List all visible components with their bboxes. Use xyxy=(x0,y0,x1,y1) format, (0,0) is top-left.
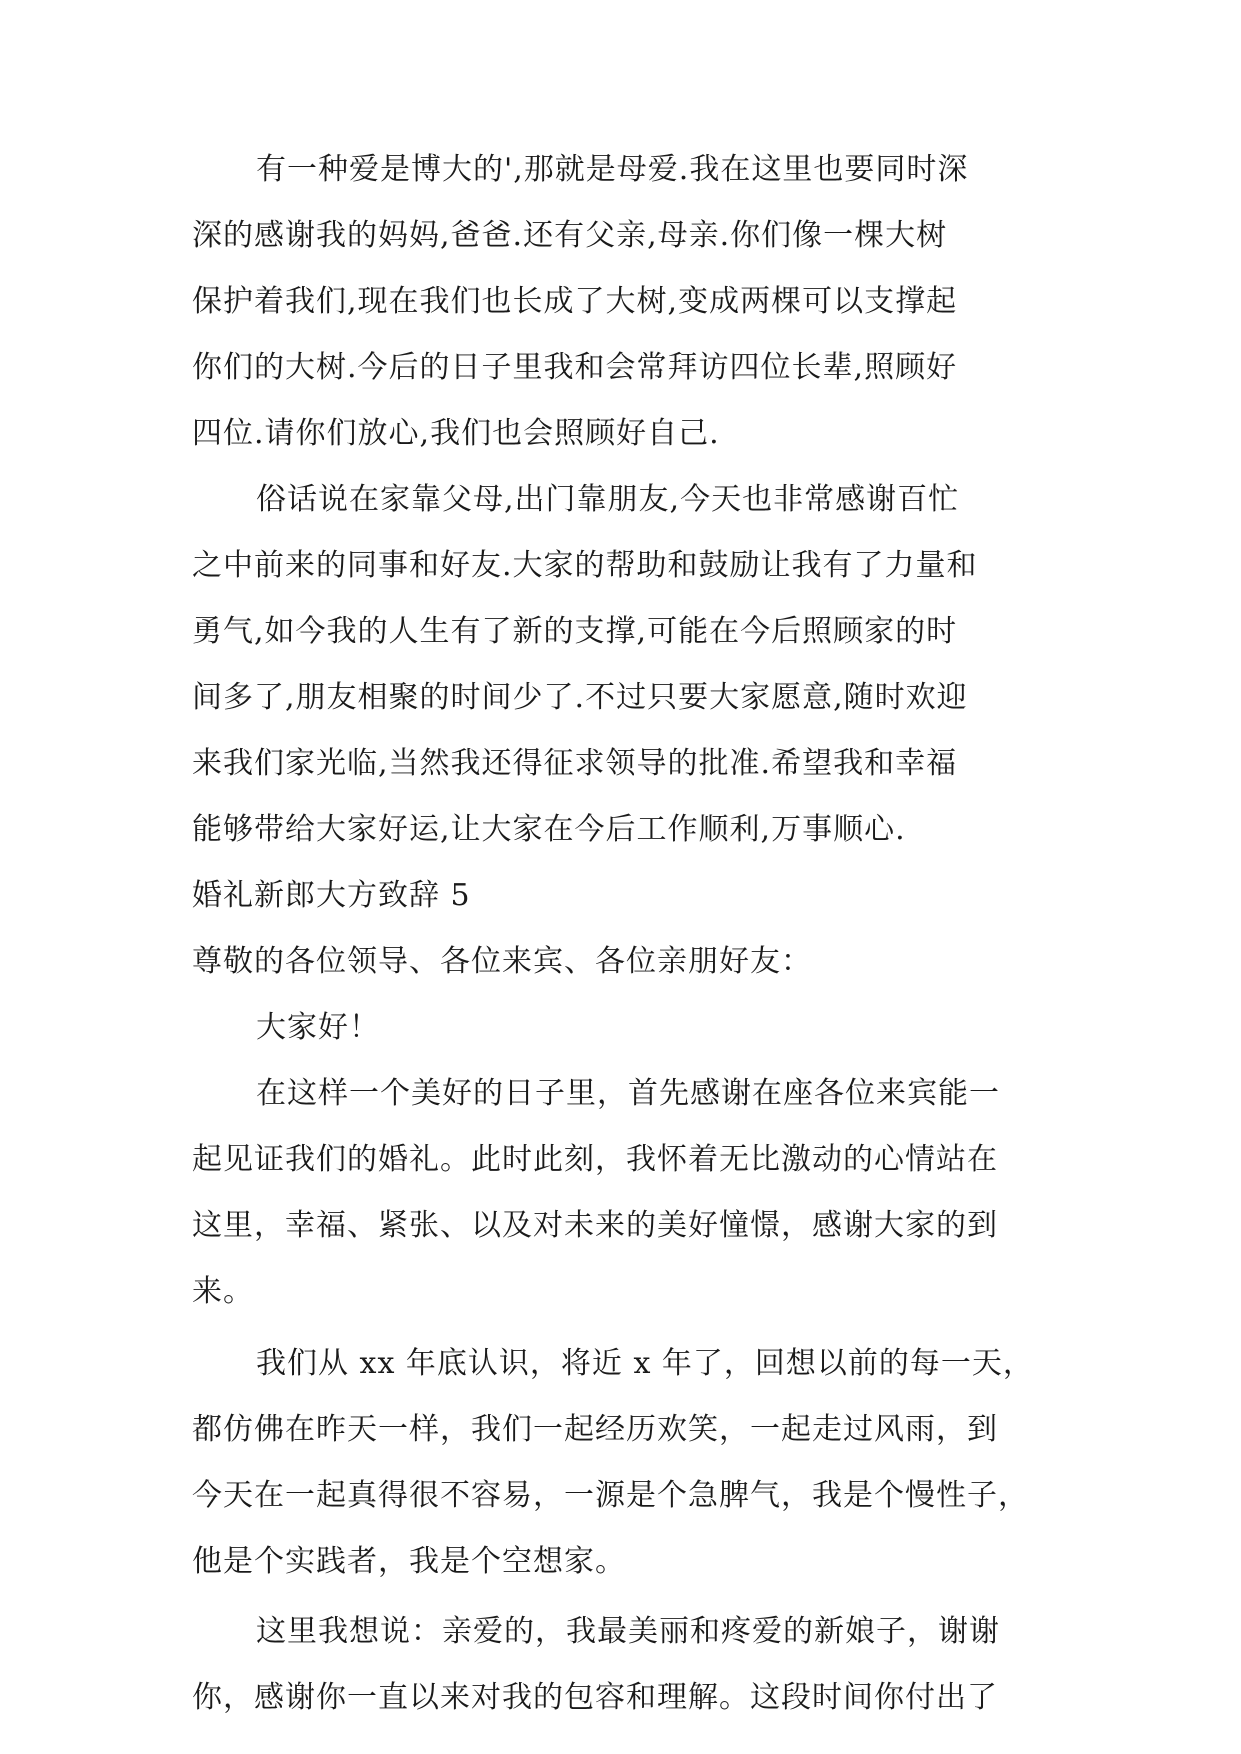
text-line: 间多了,朋友相聚的时间少了.不过只要大家愿意,随时欢迎 xyxy=(192,680,968,715)
text-line: 勇气,如今我的人生有了新的支撑,可能在今后照顾家的时 xyxy=(192,614,958,649)
text-line: 之中前来的同事和好友.大家的帮助和鼓励让我有了力量和 xyxy=(192,548,978,583)
section-heading: 婚礼新郎大方致辞 5 xyxy=(192,878,471,913)
text-line: 今天在一起真得很不容易，一源是个急脾气，我是个慢性子， xyxy=(192,1478,1029,1513)
text-line: 来我们家光临,当然我还得征求领导的批准.希望我和幸福 xyxy=(192,746,958,781)
text-line: 你，感谢你一直以来对我的包容和理解。这段时间你付出了 xyxy=(192,1680,998,1715)
salutation: 尊敬的各位领导、各位来宾、各位亲朋好友： xyxy=(192,944,812,979)
text-line: 保护着我们,现在我们也长成了大树,变成两棵可以支撑起 xyxy=(192,284,958,319)
text-line: 能够带给大家好运,让大家在今后工作顺利,万事顺心. xyxy=(192,812,906,847)
greeting: 大家好！ xyxy=(256,1010,380,1045)
text-line: 都仿佛在昨天一样，我们一起经历欢笑，一起走过风雨，到 xyxy=(192,1412,998,1447)
text-line: 这里我想说：亲爱的，我最美丽和疼爱的新娘子，谢谢 xyxy=(256,1614,1000,1649)
text-line: 俗话说在家靠父母,出门靠朋友,今天也非常感谢百忙 xyxy=(256,482,960,517)
text-line: 起见证我们的婚礼。此时此刻，我怀着无比激动的心情站在 xyxy=(192,1142,998,1177)
text-line: 来。 xyxy=(192,1274,254,1309)
text-line: 这里，幸福、紧张、以及对未来的美好憧憬，感谢大家的到 xyxy=(192,1208,998,1243)
text-line: 深的感谢我的妈妈,爸爸.还有父亲,母亲.你们像一棵大树 xyxy=(192,218,948,253)
text-line: 四位.请你们放心,我们也会照顾好自己. xyxy=(192,416,720,451)
text-line: 我们从 xx 年底认识，将近 x 年了，回想以前的每一天， xyxy=(256,1346,1034,1381)
text-line: 有一种爱是博大的',那就是母爱.我在这里也要同时深 xyxy=(256,152,969,187)
text-line: 你们的大树.今后的日子里我和会常拜访四位长辈,照顾好 xyxy=(192,350,958,385)
text-line: 他是个实践者，我是个空想家。 xyxy=(192,1544,626,1579)
text-line: 在这样一个美好的日子里，首先感谢在座各位来宾能一 xyxy=(256,1076,1000,1111)
